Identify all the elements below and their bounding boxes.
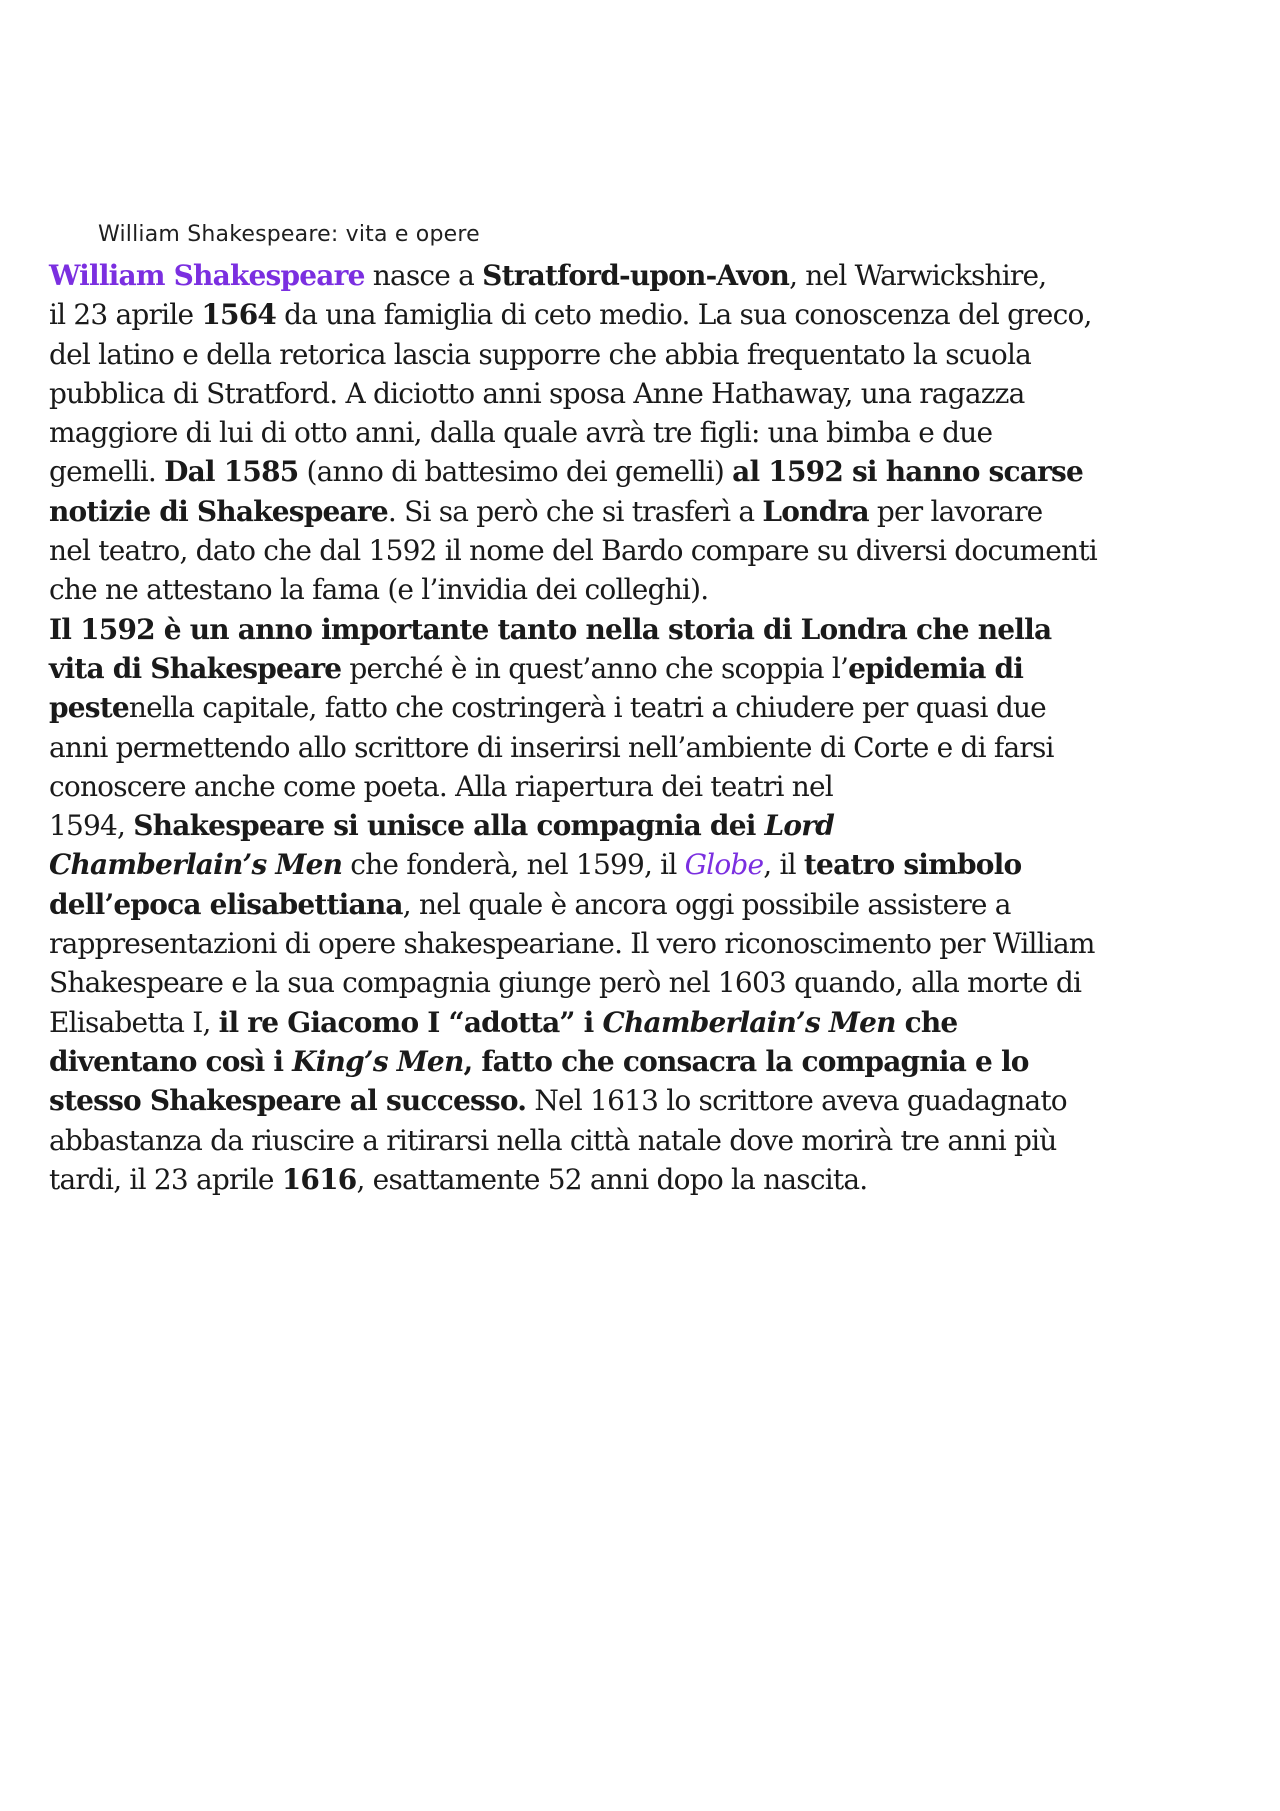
- text-line: [49, 492, 1239, 531]
- bold-run: al 1592 si hanno scarse: [732, 455, 1084, 489]
- text-line: Shakespeare e la sua compagnia giunge però nel 1603 quando, alla morte di: [49, 966, 1082, 1000]
- globe-link[interactable]: Globe: [684, 848, 764, 882]
- bold-run: Shakespeare si unisce alla compagnia dei: [133, 809, 765, 843]
- bold-run: epidemia di: [848, 651, 1024, 685]
- text-run: gemelli.: [49, 455, 165, 489]
- text-line: del latino e della retorica lascia supporre che abbia frequentato la scuola: [49, 337, 1031, 371]
- bold-italic-run: Chamberlain’s Men: [602, 1005, 896, 1039]
- bold-run: 1564: [201, 298, 277, 332]
- text-run: da una famiglia di ceto medio. La sua conoscenza del greco,: [276, 298, 1092, 332]
- bold-italic-run: Chamberlain’s Men: [49, 848, 343, 882]
- text-line: [49, 885, 1239, 924]
- text-line: che ne attestano la fama (e l’invidia dei colleghi).: [49, 573, 709, 607]
- bold-run: peste: [49, 691, 129, 725]
- text-run: nasce a: [364, 259, 483, 292]
- page-header: William Shakespeare: vita e opere: [98, 222, 480, 247]
- text-run: , nel Warwickshire,: [789, 259, 1047, 292]
- text-line: [49, 649, 1239, 688]
- text-run: che fonderà, nel 1599, il: [342, 848, 685, 882]
- text-line: [49, 1160, 1239, 1199]
- text-run: . Si sa però che si trasferì a: [387, 494, 763, 528]
- bold-italic-run: King’s Men: [292, 1044, 464, 1078]
- text-run: 1594,: [49, 809, 134, 843]
- bold-run: stesso Shakespeare al successo.: [49, 1084, 527, 1118]
- text-line: [49, 452, 1239, 491]
- text-line: [49, 688, 1239, 727]
- bold-run: vita di Shakespeare: [49, 651, 342, 685]
- text-run: (anno di battesimo dei gemelli): [298, 455, 733, 489]
- bold-run: Londra: [762, 494, 869, 528]
- text-line: rappresentazioni di opere shakespeariane. Il vero riconoscimento per William: [49, 927, 1095, 961]
- text-line: [49, 806, 1239, 845]
- text-run: Elisabetta I,: [49, 1005, 219, 1039]
- bold-italic-run: Lord: [764, 809, 835, 843]
- bold-run: dell’epoca elisabettiana: [49, 887, 403, 921]
- text-run: tardi, il 23 aprile: [49, 1162, 282, 1196]
- bold-run: il re Giacomo I “adotta” i: [218, 1005, 603, 1039]
- text-line: maggiore di lui di otto anni, dalla quale avrà tre figli: una bimba e due: [49, 416, 993, 450]
- bold-run: che: [895, 1005, 958, 1039]
- text-line: [49, 845, 1239, 884]
- text-run: , nel quale è ancora oggi possibile assistere a: [402, 887, 1011, 921]
- paragraph-biography-career: [49, 610, 1239, 1199]
- text-line: abbastanza da riuscire a ritirarsi nella città natale dove morirà tre anni più: [49, 1123, 1057, 1157]
- text-line: pubblica di Stratford. A diciotto anni sposa Anne Hathaway, una ragazza: [49, 376, 1025, 410]
- article-body: [49, 256, 1239, 1199]
- text-line: [49, 256, 1239, 295]
- text-line: [49, 1042, 1239, 1081]
- text-line: conoscere anche come poeta. Alla riapertura dei teatri nel: [49, 769, 833, 803]
- bold-run: , fatto che consacra la compagnia e lo: [463, 1044, 1029, 1078]
- text-run: per lavorare: [868, 494, 1043, 528]
- text-line: [49, 610, 1239, 649]
- text-run: il 23 aprile: [49, 298, 202, 332]
- text-line: [49, 295, 1239, 334]
- bold-run: 1616: [281, 1162, 357, 1196]
- bold-run: Stratford-upon-Avon: [482, 259, 790, 292]
- text-run: Nel 1613 lo scrittore aveva guadagnato: [526, 1084, 1067, 1118]
- text-line: nel teatro, dato che dal 1592 il nome del Bardo compare su diversi documenti: [49, 534, 1097, 568]
- text-run: , il: [763, 848, 804, 882]
- bold-run: notizie di Shakespeare: [49, 494, 388, 528]
- text-run: , esattamente 52 anni dopo la nascita.: [356, 1162, 868, 1196]
- text-line: [49, 1081, 1239, 1120]
- name-link[interactable]: William Shakespeare: [49, 259, 365, 292]
- text-line: [49, 1003, 1239, 1042]
- bold-run: Il 1592 è un anno importante tanto nella storia di Londra che nella: [49, 612, 1052, 646]
- paragraph-biography-early: [49, 256, 1239, 610]
- text-run: nella capitale, fatto che costringerà i teatri a chiudere per quasi due: [128, 691, 1046, 725]
- bold-run: teatro simbolo: [803, 848, 1022, 882]
- bold-run: Dal 1585: [164, 455, 299, 489]
- bold-run: diventano così i: [49, 1044, 293, 1078]
- text-line: anni permettendo allo scrittore di inserirsi nell’ambiente di Corte e di farsi: [49, 730, 1054, 764]
- text-run: perché è in quest’anno che scoppia l’: [341, 651, 849, 685]
